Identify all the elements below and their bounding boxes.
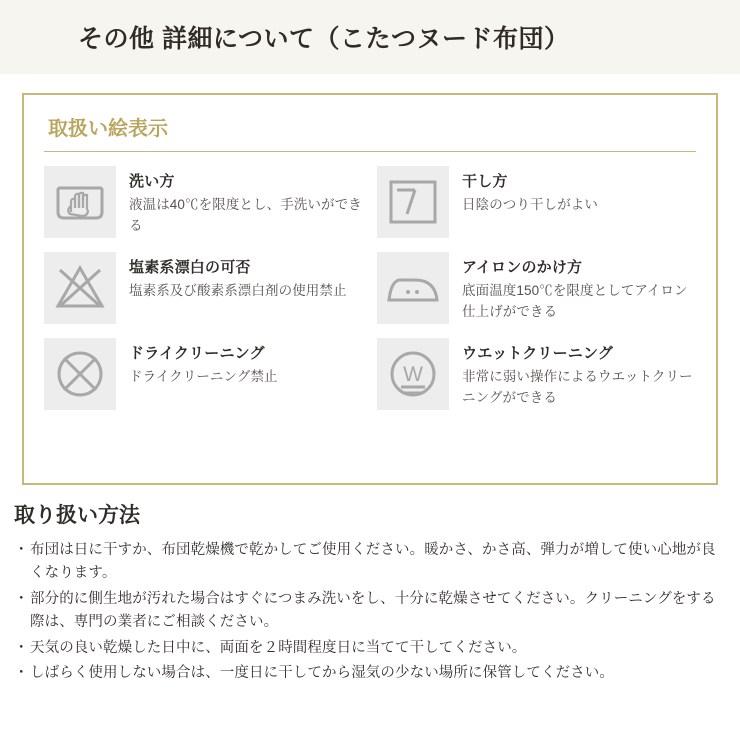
list-bullet: ・ [14, 639, 29, 656]
care-item-name: 干し方 [462, 173, 508, 190]
care-item-name: 洗い方 [129, 173, 175, 190]
care-item-text [129, 252, 347, 302]
list-bullet: ・ [14, 665, 29, 682]
care-item-desc: 非常に弱い操作によるウエットクリーニングができる [462, 369, 693, 405]
list-item [10, 637, 730, 660]
care-item-name: 塩素系漂白の可否 [129, 259, 251, 276]
care-item-text [129, 166, 363, 237]
care-item-desc: ドライクリーニング禁止 [129, 369, 278, 384]
page-header [0, 0, 740, 74]
hand-wash-icon [44, 166, 116, 238]
list-item-text: 部分的に側生地が汚れた場合はすぐにつまみ洗いをし、十分に乾燥させてください。クリーニングをする際は、専門の業者にご相談ください。 [30, 590, 716, 631]
care-item [377, 338, 696, 410]
list-item [10, 662, 730, 685]
how-to-section [10, 499, 730, 686]
care-item-text [462, 338, 696, 409]
care-item-text [462, 252, 696, 323]
iron-low-heat-icon [377, 252, 449, 324]
care-item-desc: 液温は40℃を限度とし、手洗いができる [129, 197, 362, 233]
care-item [44, 338, 363, 410]
care-item-name: アイロンのかけ方 [462, 259, 583, 276]
wet-clean-very-mild-icon [377, 338, 449, 410]
list-item [10, 539, 730, 586]
list-item-text: 天気の良い乾燥した日中に、両面を２時間程度日に当てて干してください。 [30, 639, 527, 656]
no-dry-clean-icon [44, 338, 116, 410]
care-symbols-panel [22, 93, 718, 485]
care-item-name: ドライクリーニング [129, 345, 265, 362]
list-item [10, 588, 730, 635]
list-bullet: ・ [14, 590, 29, 607]
care-item-name: ウエットクリーニング [462, 345, 614, 362]
care-symbols-grid [44, 166, 696, 410]
care-item-desc: 底面温度150℃を限度としてアイロン仕上げができる [462, 283, 688, 319]
no-bleach-icon [44, 252, 116, 324]
care-item-desc: 日陰のつり干しがよい [462, 197, 598, 212]
list-item-text: しばらく使用しない場合は、一度日に干してから湿気の少ない場所に保管してください。 [30, 665, 614, 682]
svg-text:W: W [403, 363, 423, 386]
care-item [44, 166, 363, 238]
care-panel-title: 取扱い絵表示 [44, 112, 696, 152]
care-item [377, 252, 696, 324]
care-item-desc: 塩素系及び酸素系漂白剤の使用禁止 [129, 283, 347, 298]
care-item-text [129, 338, 278, 388]
care-item [44, 252, 363, 324]
list-bullet: ・ [14, 542, 29, 558]
care-item [377, 166, 696, 238]
page-title: その他 詳細について（こたつヌード布団） [78, 25, 570, 53]
care-item-text [462, 166, 598, 216]
how-to-list [10, 539, 730, 686]
list-item-text: 布団は日に干すか、布団乾燥機で乾かしてご使用ください。暖かさ、かさ高、弾力が増して使い心地が良くなります。 [30, 542, 716, 582]
how-to-title: 取り扱い方法 [14, 504, 140, 527]
line-dry-in-shade-icon [377, 166, 449, 238]
